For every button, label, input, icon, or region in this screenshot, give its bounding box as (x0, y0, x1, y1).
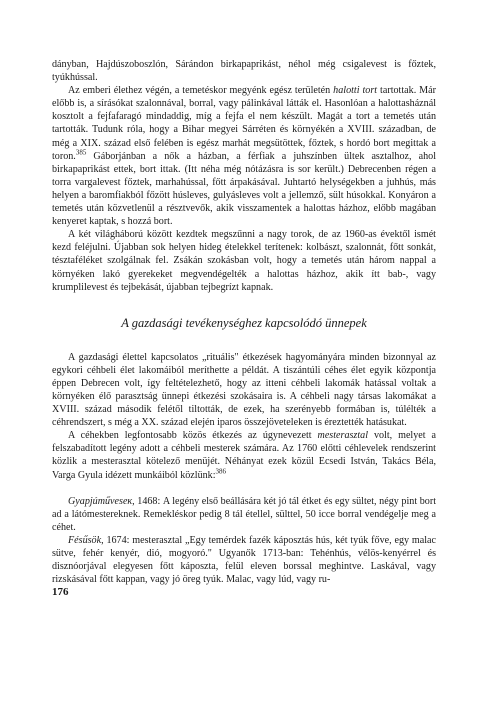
footnote-ref-385: 385 (75, 148, 87, 157)
funeral-feast-paragraph (52, 84, 436, 228)
mesterasztal-paragraph (52, 429, 436, 481)
world-wars-paragraph: A két világháború között kezdtek megszűnni a nagy torok, de az 1960-as évektől ismét kezd feléjulni. Újabban sok helyen hideg ételekkel terítenek: kolbászt, szalonnát, főtt sonkát, tésztaféléket szolgálnak fel. Zsákán szokásban volt, hogy a temetés után három nappal a környéken lakó gyerekeket megvendégelték a halottas házhoz, akik ítt bab-, vagy krumplilevest és tejbekását, újabban tejbegrízt kapnak. (52, 229, 436, 293)
gyapjumuvesek-text: , 1468: A legény első beállására két jó tál étket és egy sültet, négy pint bort ad a látómestereknek. Remekléskor pedig 8 tál étellel, sülttel, 50 icce borral vendégelje meg a céhet. (52, 495, 436, 533)
halotti-tor-term: halotti tort (333, 85, 378, 97)
fesusok-term: Fésűsök (68, 534, 102, 546)
gyapjumuvesek-entry (52, 495, 436, 534)
p4-text-start: A céhekben legfontosabb közös étkezés az úgynevezett (68, 430, 318, 442)
footnote-ref-386: 386 (215, 467, 227, 476)
p1-text-start: Az emberi élethez végén, a temetéskor megyénk egész területén (68, 85, 334, 97)
page-number: 176 (52, 586, 69, 598)
p1-text-middle: tartottak. Már előbb is, a sírásókat szalonnával, borral, vagy pálinkával látták el. Hasonlóan a halottasháznál kosztolt a fejfafaragó mindaddig, míg a fejfa el nem készült. Magát a tort a temetés után tartották. Tudunk róla, hogy a Bihar megyei Sárréten és környékén a XVIII. században, de még a XIX. század első felében is egész marhát megsütöttek, főztek, s hordó bort megittak a toron. (52, 85, 436, 162)
p1-text-end: Gáborjánban a nők a házban, a férfiak a juhszínben ültek asztalhoz, ahol birkapaprikást ettek, bort ittak. (Itt néha még nótázásra is sor került.) Debrecenben régen a torra vargalevest főztek, marhahússal, főtt árpakásával. Juhtartó helységekben a juhhús, más helyen a baromfiakból főzött húsleves, gulyásleves volt a jellemző, sült húsokkal. Konyáron a temetés után közvetlenül a résztvevők, akik visszamentek a halottas házhoz, előbb magában kenyeret kaptak, s hozzá bort. (52, 150, 436, 228)
fesusok-text: , 1674: mesterasztal „Egy temérdek fazék káposztás hús, két tyúk főve, egy malac sütve, fehér kenyér, dió, mogyoró." Ugyanők 1713-ban: Tehénhús, vélös-kenyérrel és disznóorjával elegyesen főtt káposzta, felül eleven borssal meghintve. Laskával, vagy rizskásával főtt kappan, vagy jó öreg tyúk. Malac, vagy lúd, vagy ru- (52, 534, 436, 586)
p4-text-end: volt, melyet a felszabadított legény adott a céhbeli mesterek számára. Az 1760 előtti céhlevelek rendszerint közlik a mesterasztal kötelező menüjét. Néhányat ezek közül Ecsedi István, Takács Béla, Varga Gyula idézett munkáiból közlünk: (52, 430, 436, 481)
guild-meals-paragraph: A gazdasági élettel kapcsolatos „rituális" étkezések hagyományára minden bizonnyal az egykori céhbeli élet lakomáiból meríthette a példát. A tiszántúli céhes élet egyik központja éppen Debrecen volt, így feltételezhető, hogy az itteni céhbeli lakomák hatással voltak a környéken élő parasztság ünnepi étkezési szokásaira is. A céhbeli nagy társas lakomákat a XVIII. század második felétől tiltották, de ezek, ha szerényebb formában is, túlélték a céhrendszert, s még a XX. század elején iparos összejöveteleken is éreztették hatásukat. (52, 351, 436, 429)
section-heading: A gazdasági tevékenységhez kapcsolódó ünnepek (121, 315, 367, 330)
fesusok-entry (52, 534, 436, 586)
paragraph-gap (52, 482, 436, 495)
gyapjumuvesek-term: Gyapjúműveseк (68, 495, 133, 507)
intro-paragraph: dányban, Hajdúszoboszlón, Sárándon birkapaprikást, néhol még csigalevest is főztek, tyúkhússal. (52, 59, 436, 84)
mesterasztal-term: mesterasztal (317, 430, 368, 442)
